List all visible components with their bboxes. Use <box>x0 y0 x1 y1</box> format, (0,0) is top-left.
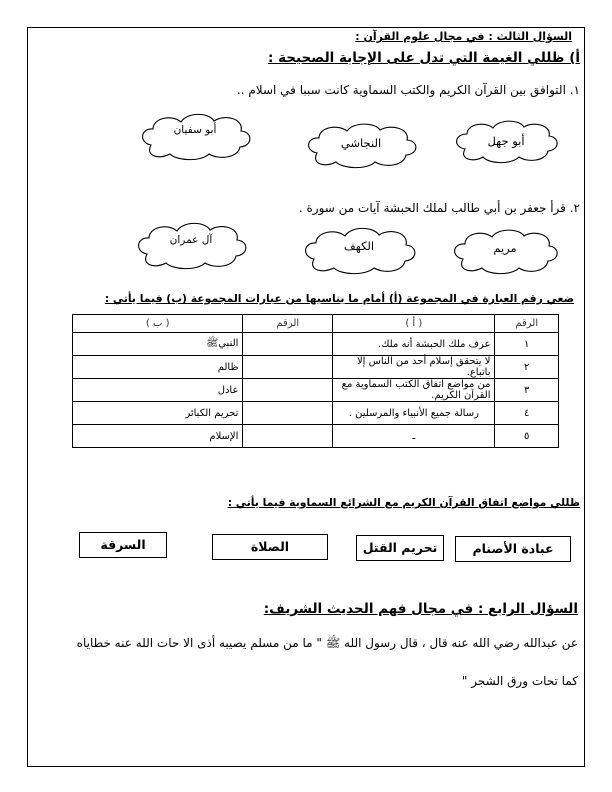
header-group-a: ( أ ) <box>333 315 495 333</box>
table-row <box>73 402 559 425</box>
row-statement-a: لا يتحقق إسلام أحد من الناس إلا باتباع. <box>333 356 495 379</box>
cloud-option-kahf[interactable] <box>299 226 419 274</box>
matching-title: ضعي رقم العبارة في المجموعة (أ) أمام ما يناسبها من عبارات المجموعة (ب) فيما يأتي : <box>104 292 574 305</box>
table-row <box>73 425 559 448</box>
cloud-label: أبو سفيان <box>173 124 217 136</box>
table-row <box>73 333 559 356</box>
table-header-row <box>73 315 559 333</box>
row-statement-a: عرف ملك الحبشة أنه ملك. <box>333 333 495 356</box>
cloud-label: الكهف <box>343 239 375 253</box>
header-group-b: ( ب ) <box>73 315 243 333</box>
row-number: ١ <box>495 333 559 356</box>
table-row <box>73 356 559 379</box>
cloud-option-abu-sufyan[interactable] <box>136 112 254 160</box>
matching-table <box>72 314 559 448</box>
row-number: ٢ <box>495 356 559 379</box>
option-box-theft[interactable]: السرقة <box>79 532 167 558</box>
cloud-option-najashi[interactable] <box>302 122 420 168</box>
answer-cell[interactable] <box>243 356 333 379</box>
cloud-option-maryam[interactable] <box>449 228 561 274</box>
row-statement-b: الإسلام <box>73 425 243 448</box>
cloud-option-al-imran[interactable] <box>132 221 250 269</box>
shade-title: ظللي مواضع اتفاق القرآن الكريم مع الشرائع السماوية فيما يأتي : <box>227 496 580 509</box>
option-box-idol-worship[interactable]: عبادة الأصنام <box>455 536 571 562</box>
header-number-b: الرقم <box>243 315 333 333</box>
question-item-2: ٢. قرأ جعفر بن أبي طالب لملك الحبشة آيات من سورة . <box>298 201 580 215</box>
answer-cell[interactable] <box>243 425 333 448</box>
row-statement-b: عادل <box>73 379 243 402</box>
answer-cell[interactable] <box>243 379 333 402</box>
row-number: ٥ <box>495 425 559 448</box>
cloud-option-abu-jahl[interactable] <box>451 119 561 163</box>
table-row <box>73 379 559 402</box>
row-statement-a: رسالة جميع الأنبياء والمرسلين . <box>333 402 495 425</box>
row-statement-a: من مواضع اتفاق الكتب السماوية مع القرآن الكريم. <box>333 379 495 402</box>
question-3-title: السؤال الثالث : في مجال علوم القرآن : <box>355 30 572 43</box>
cloud-label: آل عمران <box>169 234 213 246</box>
answer-cell[interactable] <box>243 402 333 425</box>
row-statement-b: تحريم الكبائر <box>73 402 243 425</box>
row-statement-a: ـ <box>333 425 495 448</box>
question-4-title: السؤال الرابع : في مجال فهم الحديث الشريف: <box>263 601 578 617</box>
question-item-1: ١. التوافق بين القرآن الكريم والكتب السماوية كانت سببا في اسلام .. <box>236 83 580 97</box>
hadith-line-1: عن عبدالله رضي الله عنه قال ، قال رسول الله ﷺ " ما من مسلم يصيبه أذى الا حات الله عنه خطاياه <box>76 636 578 650</box>
row-statement-b: النبيﷺ <box>73 333 243 356</box>
row-number: ٣ <box>495 379 559 402</box>
row-number: ٤ <box>495 402 559 425</box>
cloud-label: أبو جهل <box>487 134 525 148</box>
header-number-a: الرقم <box>495 315 559 333</box>
row-statement-b: ظالم <box>73 356 243 379</box>
cloud-label: مريم <box>493 241 517 255</box>
answer-cell[interactable] <box>243 333 333 356</box>
option-box-prohibition-of-killing[interactable]: تحريم القتل <box>356 535 444 561</box>
cloud-label: النجاشي <box>340 136 382 150</box>
part-a-title: أ) ظللي الغيمة التي تدل على الإجابة الصحيحة : <box>268 50 580 66</box>
hadith-line-2: كما تحات ورق الشجر " <box>461 674 578 688</box>
option-box-prayer[interactable]: الصلاة <box>212 534 328 560</box>
